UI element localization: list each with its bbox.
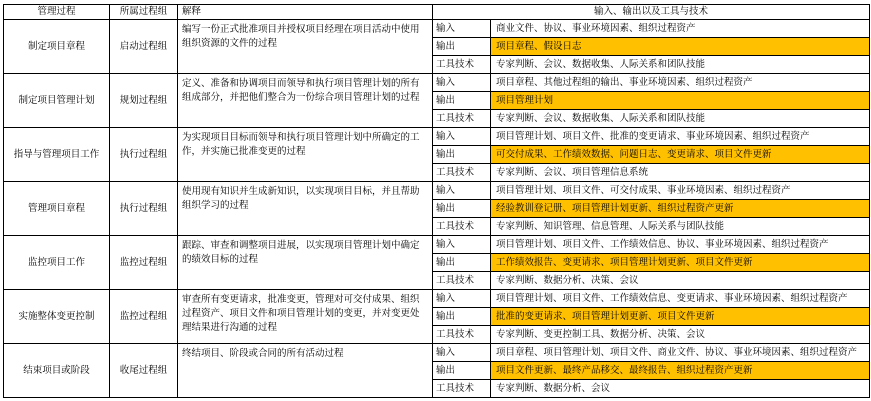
process-description: 跟踪、审查和调整项目进展，以实现项目管理计划中确定的绩效目标的过程 <box>178 236 433 290</box>
process-name: 实施整体变更控制 <box>4 290 110 344</box>
table-row <box>4 128 870 146</box>
io-value: 专家判断、数据分析、会议 <box>491 380 870 398</box>
io-label: 输出 <box>433 254 491 272</box>
process-description: 审查所有变更请求，批准变更，管理对可交付成果、组织过程资产、项目文件和项目管理计划的变更，并对变更处理结果进行沟通的过程 <box>178 290 433 344</box>
io-label: 输入 <box>433 236 491 254</box>
io-label: 输入 <box>433 290 491 308</box>
io-label: 输出 <box>433 362 491 380</box>
io-value: 项目管理计划、项目文件、工作绩效信息、变更请求、事业环境因素、组织过程资产 <box>491 290 870 308</box>
table-row <box>4 20 870 38</box>
io-value-highlighted: 项目章程、假设日志 <box>491 38 870 56</box>
process-description: 为实现项目目标而领导和执行项目管理计划中所确定的工作，并实施已批准变更的过程 <box>178 128 433 182</box>
io-label: 输出 <box>433 146 491 164</box>
io-label: 输出 <box>433 38 491 56</box>
io-label: 输出 <box>433 200 491 218</box>
io-value: 专家判断、会议、数据收集、人际关系和团队技能 <box>491 56 870 74</box>
io-value: 项目章程、其他过程组的输出、事业环境因素、组织过程资产 <box>491 74 870 92</box>
process-group: 监控过程组 <box>110 236 178 290</box>
table-row <box>4 182 870 200</box>
io-label: 输入 <box>433 20 491 38</box>
io-label: 工具技术 <box>433 56 491 74</box>
io-value: 项目管理计划、项目文件、批准的变更请求、事业环境因素、组织过程资产 <box>491 128 870 146</box>
process-name: 结束项目或阶段 <box>4 344 110 398</box>
process-group: 收尾过程组 <box>110 344 178 398</box>
process-group: 执行过程组 <box>110 128 178 182</box>
io-label: 工具技术 <box>433 380 491 398</box>
io-value-highlighted: 项目管理计划 <box>491 92 870 110</box>
io-label: 工具技术 <box>433 272 491 290</box>
header-process: 管理过程 <box>4 5 110 20</box>
process-table-body <box>4 20 870 398</box>
io-label: 输入 <box>433 182 491 200</box>
io-value-highlighted: 经验教训登记册、项目管理计划更新、组织过程资产更新 <box>491 200 870 218</box>
process-description: 编写一份正式批准项目并授权项目经理在项目活动中使用组织资源的文件的过程 <box>178 20 433 74</box>
io-label: 输入 <box>433 74 491 92</box>
io-label: 工具技术 <box>433 164 491 182</box>
io-value: 项目章程、项目管理计划、项目文件、商业文件、协议、事业环境因素、组织过程资产 <box>491 344 870 362</box>
table-row <box>4 74 870 92</box>
io-label: 输出 <box>433 92 491 110</box>
table-row <box>4 290 870 308</box>
process-table <box>3 4 870 398</box>
process-description: 使用现有知识并生成新知识，以实现项目目标，并且帮助组织学习的过程 <box>178 182 433 236</box>
process-name: 监控项目工作 <box>4 236 110 290</box>
io-value-highlighted: 可交付成果、工作绩效数据、问题日志、变更请求、项目文件更新 <box>491 146 870 164</box>
process-name: 制定项目管理计划 <box>4 74 110 128</box>
process-description: 终结项目、阶段或合同的所有活动过程 <box>178 344 433 398</box>
io-value: 专家判断、变更控制工具、数据分析、决策、会议 <box>491 326 870 344</box>
process-group: 启动过程组 <box>110 20 178 74</box>
io-value: 项目管理计划、项目文件、可交付成果、事业环境因素、组织过程资产 <box>491 182 870 200</box>
header-io: 输入、输出以及工具与技术 <box>433 5 870 20</box>
process-group: 规划过程组 <box>110 74 178 128</box>
io-value: 专家判断、会议、项目管理信息系统 <box>491 164 870 182</box>
header-row <box>4 5 870 20</box>
io-value: 商业文件、协议、事业环境因素、组织过程资产 <box>491 20 870 38</box>
process-name: 指导与管理项目工作 <box>4 128 110 182</box>
io-value: 专家判断、会议、数据收集、人际关系和团队技能 <box>491 110 870 128</box>
header-description: 解释 <box>178 5 433 20</box>
table-row <box>4 236 870 254</box>
header-group: 所属过程组 <box>110 5 178 20</box>
process-group: 执行过程组 <box>110 182 178 236</box>
io-label: 输入 <box>433 344 491 362</box>
io-value-highlighted: 项目文件更新、最终产品移交、最终报告、组织过程资产更新 <box>491 362 870 380</box>
io-value: 项目管理计划、项目文件、工作绩效信息、协议、事业环境因素、组织过程资产 <box>491 236 870 254</box>
io-label: 工具技术 <box>433 326 491 344</box>
process-group: 监控过程组 <box>110 290 178 344</box>
io-label: 输出 <box>433 308 491 326</box>
process-name: 制定项目章程 <box>4 20 110 74</box>
io-value-highlighted: 批准的变更请求、项目管理计划更新、项目文件更新 <box>491 308 870 326</box>
io-label: 输入 <box>433 128 491 146</box>
process-name: 管理项目章程 <box>4 182 110 236</box>
io-value: 专家判断、数据分析、决策、会议 <box>491 272 870 290</box>
io-label: 工具技术 <box>433 218 491 236</box>
io-value: 专家判断、知识管理、信息管理、人际关系与团队技能 <box>491 218 870 236</box>
table-row <box>4 344 870 362</box>
process-description: 定义、准备和协调项目而领导和执行项目管理计划的所有组成部分，并把他们整合为一份综合项目管理计划的过程 <box>178 74 433 128</box>
io-value-highlighted: 工作绩效报告、变更请求、项目管理计划更新、项目文件更新 <box>491 254 870 272</box>
io-label: 工具技术 <box>433 110 491 128</box>
